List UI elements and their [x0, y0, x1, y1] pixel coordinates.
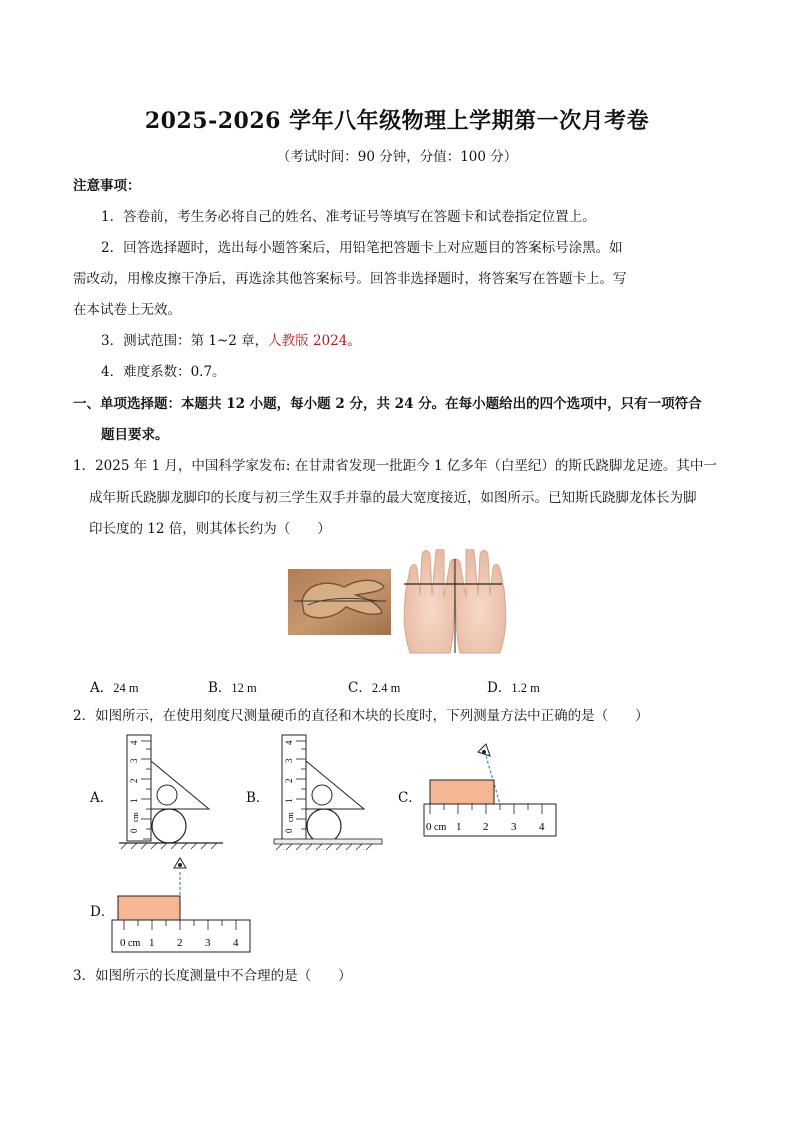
- hands-image: [404, 549, 506, 653]
- option-label: A．: [90, 680, 114, 696]
- section-1-heading-line-1: 一、单项选择题：本题共 12 小题，每小题 2 分，共 24 分。在每小题给出的四个选项中，只有一项符合: [73, 396, 702, 412]
- svg-text:4: 4: [129, 740, 139, 745]
- q2-stem: 2．如图所示，在使用刻度尺测量硬币的直径和木块的长度时，下列测量方法中正确的是（ ）: [73, 708, 649, 724]
- exam-subtitle: （考试时间：90 分钟，分值：100 分）: [276, 149, 518, 165]
- svg-text:2: 2: [129, 778, 139, 783]
- q1-stem-line-2: 成年斯氏跷脚龙脚印的长度与初三学生双手并靠的最大宽度接近，如图所示。已知斯氏跷脚龙体长为脚: [89, 490, 697, 506]
- notice-item-2-line-3: 在本试卷上无效。: [73, 302, 181, 318]
- section-1-heading-line-2: 题目要求。: [101, 427, 169, 443]
- q1-option-c[interactable]: [348, 676, 400, 696]
- svg-text:2: 2: [177, 937, 183, 949]
- notice-heading: 注意事项：: [73, 178, 141, 194]
- option-label: B．: [208, 680, 232, 696]
- svg-text:4: 4: [284, 740, 294, 745]
- q2-option-c-label[interactable]: C．: [398, 790, 422, 806]
- ruler-unit-label: cm: [131, 812, 140, 822]
- q1-option-a[interactable]: [90, 676, 139, 696]
- svg-text:0: 0: [426, 821, 432, 833]
- ruler-unit-label: cm: [434, 822, 447, 833]
- notice-item-2-line-1: 2．回答选择题时，选出每小题答案后，用铅笔把答题卡上对应题目的答案标号涂黑。如: [101, 240, 623, 256]
- option-value: 24 m: [113, 681, 139, 695]
- svg-text:3: 3: [129, 758, 139, 763]
- svg-text:0: 0: [284, 828, 294, 833]
- option-value: 12 m: [231, 681, 257, 695]
- textbook-edition: 人教版 2024: [268, 333, 348, 349]
- dinosaur-footprint-image: [288, 569, 391, 635]
- q1-option-d[interactable]: [487, 676, 540, 696]
- svg-text:2: 2: [284, 778, 294, 783]
- svg-text:1: 1: [149, 937, 155, 949]
- q2-option-a-label[interactable]: A．: [90, 790, 114, 806]
- q1-figure: [286, 549, 516, 659]
- q1-stem-line-3: 印长度的 12 倍，则其体长约为（ ）: [89, 521, 331, 537]
- notice-item-3: [101, 331, 361, 351]
- option-label: C．: [348, 680, 372, 696]
- notice-item-3-suffix: 。: [347, 333, 361, 349]
- ruler-unit-label: cm: [286, 812, 295, 822]
- notice-item-2-line-2: 需改动，用橡皮擦干净后，再选涂其他答案标号。回答非选择题时，将答案写在答题卡上。写: [73, 271, 627, 287]
- svg-text:1: 1: [129, 798, 139, 803]
- svg-text:1: 1: [456, 821, 462, 833]
- svg-text:3: 3: [511, 821, 517, 833]
- q1-stem-line-1: 1．2025 年 1 月，中国科学家发布: 在甘肃省发现一批距今 1 亿多年（白垩纪）的斯氏跷脚龙足迹。其中一: [73, 458, 717, 474]
- svg-text:0: 0: [120, 937, 126, 949]
- ruler-zero-label: 0: [129, 828, 139, 833]
- q2-option-d-label[interactable]: D．: [90, 904, 115, 920]
- q2-figure-b: [270, 733, 390, 853]
- q2-figure-c: [420, 742, 560, 838]
- exam-title: 2025-2026 学年八年级物理上学期第一次月考卷: [144, 108, 650, 134]
- q2-figure-a: [115, 733, 225, 853]
- svg-text:4: 4: [539, 821, 545, 833]
- svg-text:3: 3: [284, 758, 294, 763]
- notice-item-4: 4．难度系数：0.7。: [101, 364, 226, 380]
- q2-option-b-label[interactable]: B．: [246, 790, 270, 806]
- svg-text:4: 4: [233, 937, 239, 949]
- q1-option-b[interactable]: [208, 676, 257, 696]
- q3-stem: 3．如图所示的长度测量中不合理的是（ ）: [73, 968, 352, 984]
- svg-text:3: 3: [205, 937, 211, 949]
- svg-text:2: 2: [483, 821, 489, 833]
- option-value: 2.4 m: [371, 681, 401, 695]
- ruler-unit-label: cm: [128, 938, 141, 949]
- option-label: D．: [487, 680, 512, 696]
- notice-item-1: 1．答卷前，考生务必将自己的姓名、准考证号等填写在答题卡和试卷指定位置上。: [101, 209, 596, 225]
- q2-figure-d: [110, 856, 255, 954]
- notice-item-3-prefix: 3．测试范围：第 1~2 章，: [101, 333, 269, 349]
- svg-text:1: 1: [284, 798, 294, 803]
- option-value: 1.2 m: [511, 681, 540, 695]
